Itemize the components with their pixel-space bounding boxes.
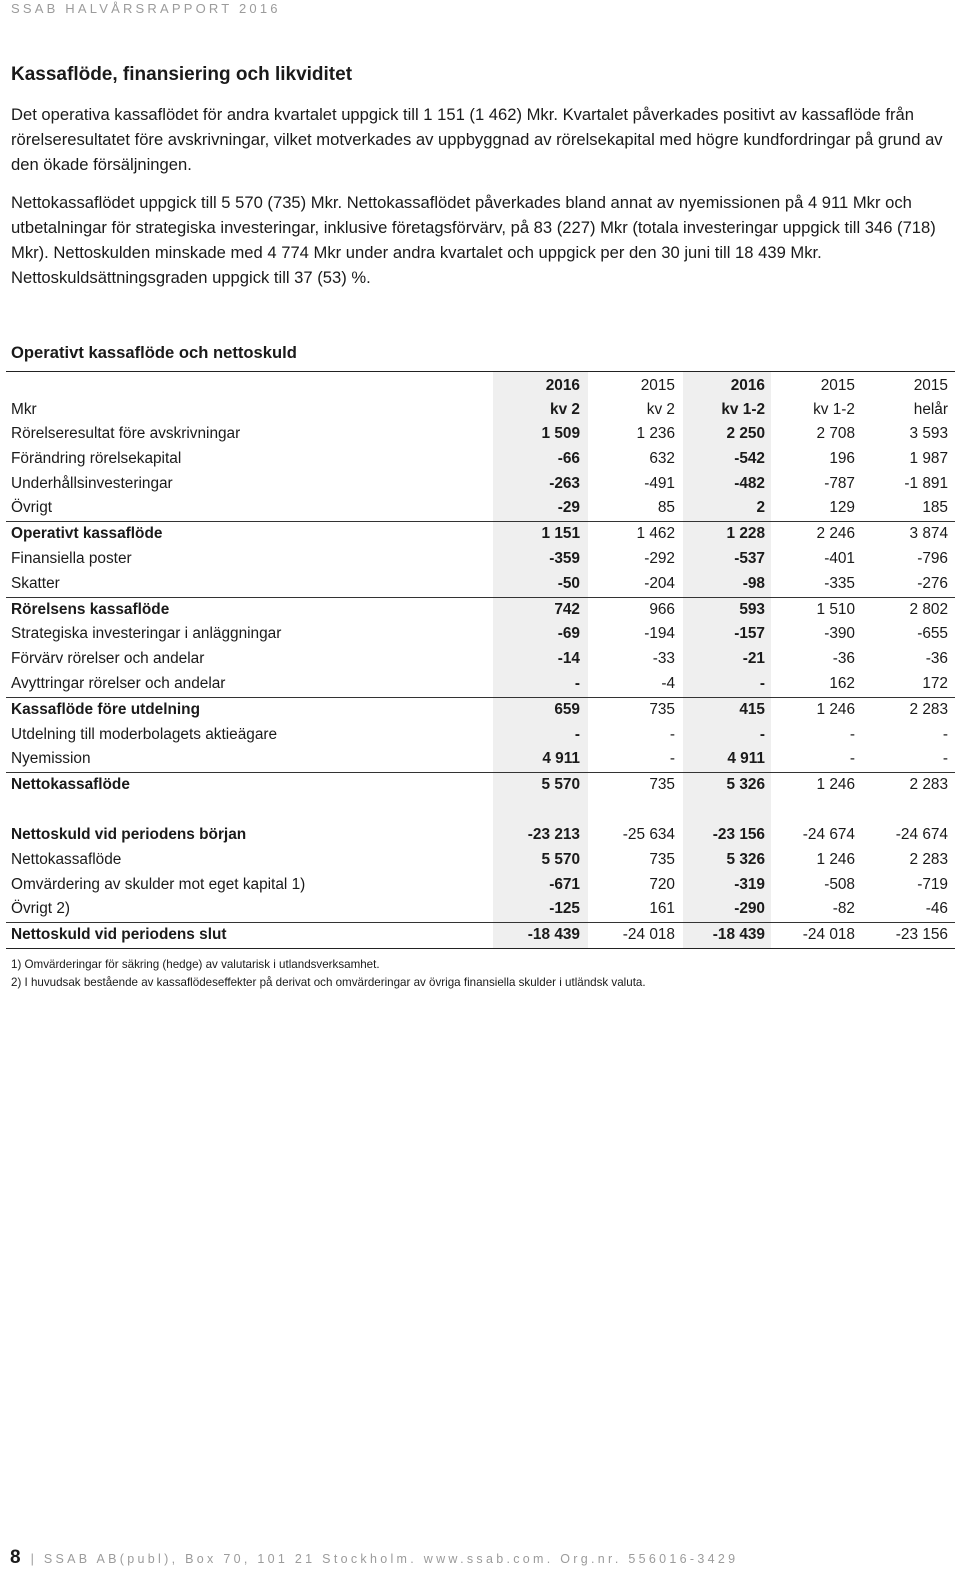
table-cell: 1 151 bbox=[541, 525, 580, 543]
table-cell: -537 bbox=[734, 549, 765, 567]
table-cell: - bbox=[574, 674, 580, 692]
table-cell: -36 bbox=[832, 650, 855, 668]
footnote-1: 1) Omvärderingar för säkring (hedge) av valutarisk i utlandsverksamhet. bbox=[11, 958, 380, 971]
table-cell: 5 326 bbox=[726, 776, 765, 794]
table-cell: 735 bbox=[649, 850, 675, 868]
col-year: 2015 bbox=[820, 377, 855, 394]
table-cell: -359 bbox=[549, 549, 580, 567]
table-cell: -36 bbox=[925, 650, 948, 668]
footnote-2: 2) I huvudsak bestående av kassaflödeseffekter på derivat och omvärderingar av övriga finansiella skulder i utländsk valuta. bbox=[11, 976, 646, 989]
table-row bbox=[6, 521, 955, 547]
col-year: 2015 bbox=[640, 377, 675, 394]
row-label: Operativt kassaflöde bbox=[11, 525, 163, 543]
page-number: 8 bbox=[10, 1547, 21, 1568]
table-cell: 161 bbox=[649, 900, 675, 918]
table-cell: -46 bbox=[925, 900, 948, 918]
table-cell: 4 911 bbox=[542, 750, 580, 768]
table-cell: -508 bbox=[824, 875, 855, 893]
row-label: Nettokassaflöde bbox=[11, 850, 122, 868]
table-row bbox=[6, 647, 955, 672]
row-label: Nettokassaflöde bbox=[11, 776, 130, 794]
table-cell: -796 bbox=[917, 549, 948, 567]
table-cell: -335 bbox=[824, 574, 855, 592]
table-cell: 659 bbox=[554, 700, 580, 718]
table-cell: -82 bbox=[832, 900, 855, 918]
table-row bbox=[6, 697, 955, 723]
table-cell: 1 510 bbox=[816, 600, 855, 618]
table-cell: -50 bbox=[557, 574, 580, 592]
table-cell: -29 bbox=[557, 499, 580, 517]
table-cell: - bbox=[759, 674, 765, 692]
table-cell: 735 bbox=[649, 700, 675, 718]
table-cell: -18 439 bbox=[712, 926, 765, 944]
row-label: Förändring rörelsekapital bbox=[11, 449, 182, 467]
table-row bbox=[6, 672, 955, 697]
table-cell: -25 634 bbox=[622, 825, 675, 843]
table-cell: -24 674 bbox=[895, 825, 948, 843]
col-year: 2016 bbox=[730, 377, 765, 394]
table-cell: -194 bbox=[644, 625, 675, 643]
table-cell: -66 bbox=[557, 449, 580, 467]
row-label: Nettoskuld vid periodens början bbox=[11, 825, 247, 843]
col-period: kv 1-2 bbox=[813, 401, 855, 418]
footer-address: | SSAB AB(publ), Box 70, 101 21 Stockholm. www.ssab.com. Org.nr. 556016-3429 bbox=[30, 1552, 739, 1566]
col-period: helår bbox=[913, 401, 948, 418]
table-cell: 162 bbox=[829, 674, 855, 692]
table-cell: - bbox=[759, 725, 765, 743]
row-label: Utdelning till moderbolagets aktieägare bbox=[11, 725, 278, 743]
table-row bbox=[6, 496, 955, 521]
table-cell: 1 462 bbox=[636, 525, 675, 543]
col-year: 2015 bbox=[913, 377, 948, 394]
col-period: kv 2 bbox=[550, 401, 580, 418]
table-row bbox=[6, 447, 955, 472]
table-cell: -719 bbox=[917, 875, 948, 893]
table-cell: -24 674 bbox=[802, 825, 855, 843]
table-cell: 2 283 bbox=[909, 776, 948, 794]
table-cell: - bbox=[942, 725, 948, 743]
row-label: Förvärv rörelser och andelar bbox=[11, 650, 205, 668]
table-cell: 3 593 bbox=[909, 425, 948, 442]
table-cell: 742 bbox=[554, 600, 580, 618]
table-row bbox=[6, 723, 955, 748]
row-label: Rörelsens kassaflöde bbox=[11, 600, 170, 618]
table-cell: - bbox=[669, 725, 675, 743]
table-cell: -23 156 bbox=[712, 825, 765, 843]
table-cell: 5 570 bbox=[541, 850, 580, 868]
cashflow-table bbox=[6, 371, 955, 949]
table-cell: -1 891 bbox=[904, 474, 948, 492]
row-label: Strategiska investeringar i anläggningar bbox=[11, 625, 282, 643]
table-cell: -125 bbox=[549, 900, 580, 918]
table-cell: - bbox=[669, 750, 675, 768]
table-cell: - bbox=[942, 750, 948, 768]
table-row bbox=[6, 747, 955, 772]
row-label: Övrigt 2) bbox=[11, 900, 71, 918]
table-cell: -263 bbox=[549, 474, 580, 492]
table-cell: -401 bbox=[824, 549, 855, 567]
table-cell: 720 bbox=[649, 875, 675, 893]
table-header bbox=[6, 372, 955, 422]
table-row bbox=[6, 897, 955, 922]
table-cell: -23 213 bbox=[527, 825, 580, 843]
table-row bbox=[6, 422, 955, 447]
table-cell: -18 439 bbox=[527, 926, 580, 944]
table-spacer bbox=[6, 798, 955, 823]
row-label: Nettoskuld vid periodens slut bbox=[11, 926, 227, 944]
table-cell: -319 bbox=[734, 875, 765, 893]
table-cell: 4 911 bbox=[727, 750, 765, 768]
table-cell: -24 018 bbox=[802, 926, 855, 944]
table-cell: 2 bbox=[756, 499, 765, 517]
table-cell: 5 570 bbox=[541, 776, 580, 794]
table-row bbox=[6, 823, 955, 848]
table-cell: - bbox=[849, 725, 855, 743]
table-cell: 5 326 bbox=[726, 850, 765, 868]
table-cell: 3 874 bbox=[909, 525, 948, 543]
table-cell: -24 018 bbox=[622, 926, 675, 944]
row-label: Avyttringar rörelser och andelar bbox=[11, 674, 226, 692]
table-row bbox=[6, 922, 955, 949]
table-cell: 1 236 bbox=[636, 425, 675, 442]
table-cell: 1 246 bbox=[816, 850, 855, 868]
table-cell: -69 bbox=[557, 625, 580, 643]
table-row bbox=[6, 873, 955, 898]
row-label: Kassaflöde före utdelning bbox=[11, 700, 200, 718]
table-cell: -491 bbox=[644, 474, 675, 492]
section-title: Kassaflöde, finansiering och likviditet bbox=[11, 64, 353, 85]
table-cell: 632 bbox=[649, 449, 675, 467]
table-cell: -33 bbox=[652, 650, 675, 668]
table-cell: -4 bbox=[661, 674, 675, 692]
table-row bbox=[6, 597, 955, 623]
row-label: Omvärdering av skulder mot eget kapital 1) bbox=[11, 875, 306, 893]
table-cell: 1 987 bbox=[909, 449, 948, 467]
table-cell: 735 bbox=[649, 776, 675, 794]
table-cell: -276 bbox=[917, 574, 948, 592]
table-cell: 2 802 bbox=[909, 600, 948, 618]
table-cell: - bbox=[849, 750, 855, 768]
table-cell: -21 bbox=[742, 650, 765, 668]
table-cell: -157 bbox=[734, 625, 765, 643]
table-cell: -292 bbox=[644, 549, 675, 567]
row-label: Övrigt bbox=[11, 499, 53, 517]
table-cell: 2 283 bbox=[909, 700, 948, 718]
table-row bbox=[6, 772, 955, 798]
table-cell: -23 156 bbox=[895, 926, 948, 944]
table-cell: 415 bbox=[739, 700, 765, 718]
table-cell: 85 bbox=[657, 499, 675, 517]
table-cell: -671 bbox=[549, 875, 580, 893]
table-row bbox=[6, 472, 955, 497]
table-row bbox=[6, 547, 955, 572]
row-label: Skatter bbox=[11, 574, 60, 592]
col-period: kv 2 bbox=[646, 401, 675, 418]
row-label: Nyemission bbox=[11, 750, 91, 768]
table-cell: -787 bbox=[824, 474, 855, 492]
table-cell: 129 bbox=[829, 499, 855, 517]
row-label: Underhållsinvesteringar bbox=[11, 474, 173, 492]
paragraph-operating-cashflow: Det operativa kassaflödet för andra kvartalet uppgick till 1 151 (1 462) Mkr. Kvartalet påverkades positivt av kassaflöde från rörelseresultatet före avskrivningar, vilket motverkades av uppbyggnad av rörelsekapital med högre kundfordringar på grund av den ökade försäljningen. bbox=[11, 105, 943, 174]
table-cell: 196 bbox=[829, 449, 855, 467]
table-cell: 185 bbox=[922, 499, 948, 517]
table-cell: 2 246 bbox=[816, 525, 855, 543]
page-footer bbox=[10, 1547, 738, 1569]
paragraph-net-cashflow: Nettokassaflödet uppgick till 5 570 (735) Mkr. Nettokassaflödet påverkades bland annat av nyemissionen på 4 911 Mkr och utbetalningar för strategiska investeringar, inklusive företagsförvärv, på 83 (227) Mkr (totala investeringar uppgick till 346 (718) Mkr). Nettoskulden minskade med 4 774 Mkr under andra kvartalet och uppgick per den 30 juni till 18 439 Mkr. Nettoskuldsättningsgraden uppgick till 37 (53) %. bbox=[11, 193, 936, 287]
table-cell: 1 246 bbox=[816, 700, 855, 718]
table-cell: -390 bbox=[824, 625, 855, 643]
row-label: Rörelseresultat före avskrivningar bbox=[11, 425, 241, 442]
table-cell: -204 bbox=[644, 574, 675, 592]
table-cell: 966 bbox=[649, 600, 675, 618]
table-row bbox=[6, 572, 955, 597]
table-cell: -98 bbox=[742, 574, 765, 592]
unit-label: Mkr bbox=[11, 401, 37, 418]
table-cell: -482 bbox=[734, 474, 765, 492]
table-cell: - bbox=[574, 725, 580, 743]
table-cell: 1 228 bbox=[726, 525, 765, 543]
running-header: SSAB HALVÅRSRAPPORT 2016 bbox=[11, 1, 281, 16]
table-cell: 2 250 bbox=[726, 425, 765, 442]
table-cell: 1 509 bbox=[541, 425, 580, 442]
table-cell: 1 246 bbox=[816, 776, 855, 794]
table-cell: 593 bbox=[739, 600, 765, 618]
table-cell: 2 708 bbox=[816, 425, 855, 442]
table-row bbox=[6, 848, 955, 873]
table-cell: 2 283 bbox=[909, 850, 948, 868]
col-year: 2016 bbox=[545, 377, 580, 394]
table-cell: -290 bbox=[734, 900, 765, 918]
col-period: kv 1-2 bbox=[721, 401, 765, 418]
table-row bbox=[6, 622, 955, 647]
table-cell: -14 bbox=[557, 650, 580, 668]
table-cell: 172 bbox=[922, 674, 948, 692]
row-label: Finansiella poster bbox=[11, 549, 132, 567]
table-cell: -542 bbox=[734, 449, 765, 467]
table-title: Operativt kassaflöde och nettoskuld bbox=[11, 343, 297, 362]
table-cell: -655 bbox=[917, 625, 948, 643]
